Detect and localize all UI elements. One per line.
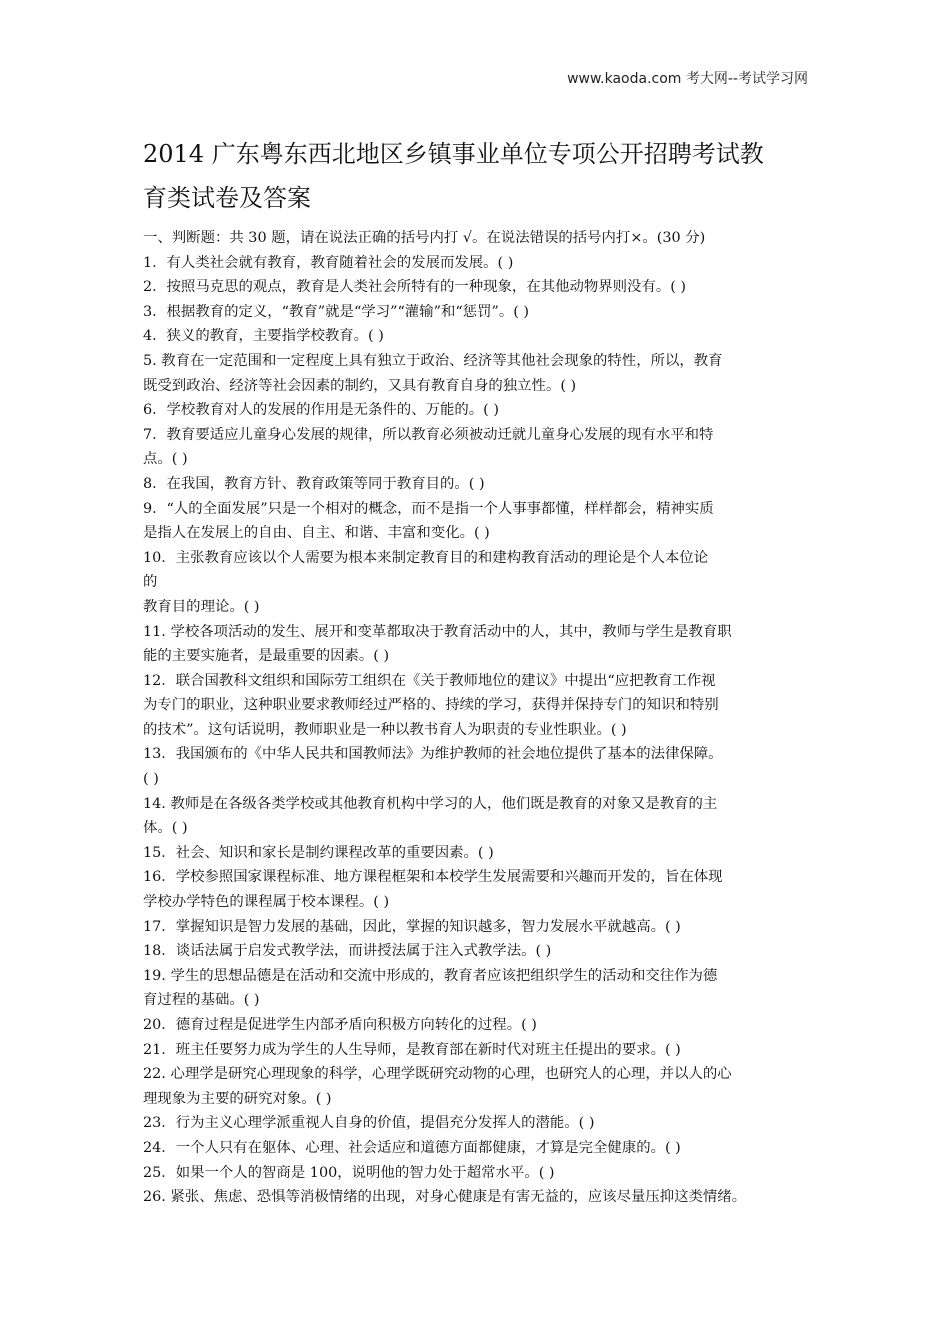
question-item [143,1136,811,1161]
question-line: 育过程的基础。( ) [143,992,260,1009]
question-item [143,1062,811,1111]
question-line: 3．根据教育的定义，“教育”就是“学习”“灌输”和“惩罚”。( ) [143,303,530,320]
question-line: 8．在我国，教育方针、教育政策等同于教育目的。( ) [143,475,485,492]
question-line: 6．学校教育对人的发展的作用是无条件的、万能的。( ) [143,402,499,419]
question-line: 23．行为主义心理学派重视人自身的价值，提倡充分发挥人的潜能。( ) [143,1115,595,1132]
question-line: 的 [143,574,158,591]
question-line: 是指人在发展上的自由、自主、和谐、丰富和变化。( ) [143,525,490,542]
question-item [143,792,811,841]
question-line: 18．谈话法属于启发式教学法，而讲授法属于注入式教学法。( ) [143,943,552,960]
question-line: 学校办学特色的课程属于校本课程。( ) [143,894,390,911]
site-header: www.kaoda.com 考大网--考试学习网 [567,71,808,87]
question-line: 15．社会、知识和家长是制约课程改革的重要因素。( ) [143,844,494,861]
question-item [143,300,811,325]
question-item [143,423,811,472]
question-item [143,915,811,940]
question-item [143,964,811,1013]
question-line: 7．教育要适应儿童身心发展的规律，所以教育必须被动迁就儿童身心发展的现有水平和特 [143,426,714,443]
question-line: 的技术”。这句话说明，教师职业是一种以教书育人为职责的专业性职业。( ) [143,721,627,738]
question-item [143,546,811,620]
question-item [143,1111,811,1136]
question-item [143,1185,811,1210]
question-line: 16．学校参照国家课程标准、地方课程框架和本校学生发展需要和兴趣而开发的，旨在体现 [143,869,723,886]
question-item [143,841,811,866]
question-line: 理现象为主要的研究对象。( ) [143,1090,332,1107]
question-item [143,398,811,423]
question-line: 22. 心理学是研究心理现象的科学，心理学既研究动物的心理，也研究人的心理，并以人的心 [143,1066,732,1083]
question-item [143,1013,811,1038]
question-item [143,742,811,791]
question-list [143,251,811,1210]
question-line: 12．联合国教科文组织和国际劳工组织在《关于教师地位的建议》中提出“应把教育工作视 [143,672,716,689]
question-item [143,1038,811,1063]
question-item [143,275,811,300]
question-line: 20．德育过程是促进学生内部矛盾向积极方向转化的过程。( ) [143,1017,537,1033]
question-line: 25．如果一个人的智商是 100，说明他的智力处于超常水平。( ) [143,1164,555,1181]
question-item [143,349,811,398]
question-line: 24．一个人只有在躯体、心理、社会适应和道德方面都健康，才算是完全健康的。( ) [143,1139,681,1156]
title-line-2: 育类试卷及答案 [143,184,311,212]
question-item [143,251,811,276]
question-line: 点。( ) [143,451,188,468]
question-body [143,226,811,1210]
question-line: ( ) [143,771,159,788]
question-item [143,620,811,669]
question-item [143,865,811,914]
question-line: 11. 学校各项活动的发生、展开和变革都取决于教育活动中的人，其中，教师与学生是教育职 [143,623,732,640]
section-instruction: 一、判断题：共 30 题，请在说法正确的括号内打 √。在说法错误的括号内打×。(30 分) [143,230,706,246]
question-item [143,669,811,743]
question-line: 9．“人的全面发展”只是一个相对的概念，而不是指一个人事事都懂，样样都会，精神实质 [143,500,714,517]
question-line: 26. 紧张、焦虑、恐惧等消极情绪的出现，对身心健康是有害无益的，应该尽量压抑这类情绪。 [143,1189,747,1206]
question-line: 2．按照马克思的观点，教育是人类社会所特有的一种现象，在其他动物界则没有。( ) [143,279,687,296]
question-line: 17．掌握知识是智力发展的基础，因此，掌握的知识越多，智力发展水平就越高。( ) [143,918,681,935]
question-item [143,472,811,497]
question-line: 19. 学生的思想品德是在活动和交流中形成的，教育者应该把组织学生的活动和交往作为德 [143,967,718,984]
question-line: 教育目的理论。( ) [143,598,260,615]
question-line: 既受到政治、经济等社会因素的制约，又具有教育自身的独立性。( ) [143,377,577,394]
question-line: 13．我国颁布的《中华人民共和国教师法》为维护教师的社会地位提供了基本的法律保障。 [143,746,723,763]
question-item [143,939,811,964]
question-line: 21．班主任要努力成为学生的人生导师，是教育部在新时代对班主任提出的要求。( ) [143,1041,681,1058]
question-item [143,497,811,546]
question-item [143,324,811,349]
question-line: 能的主要实施者，是最重要的因素。( ) [143,648,390,665]
question-line: 1．有人类社会就有教育，教育随着社会的发展而发展。( ) [143,254,514,271]
document-title [143,132,813,220]
question-line: 14. 教师是在各级各类学校或其他教育机构中学习的人，他们既是教育的对象又是教育的主 [143,795,718,812]
question-line: 10．主张教育应该以个人需要为根本来制定教育目的和建构教育活动的理论是个人本位论 [143,549,709,566]
question-line: 5. 教育在一定范围和一定程度上具有独立于政治、经济等其他社会现象的特性，所以，教育 [143,352,723,369]
title-line-1: 2014 广东粤东西北地区乡镇事业单位专项公开招聘考试教 [143,140,764,168]
question-item [143,1161,811,1186]
question-line: 4．狭义的教育，主要指学校教育。( ) [143,328,384,345]
question-line: 为专门的职业，这种职业要求教师经过严格的、持续的学习，获得并保持专门的知识和特别 [143,697,719,714]
question-line: 体。( ) [143,820,188,837]
